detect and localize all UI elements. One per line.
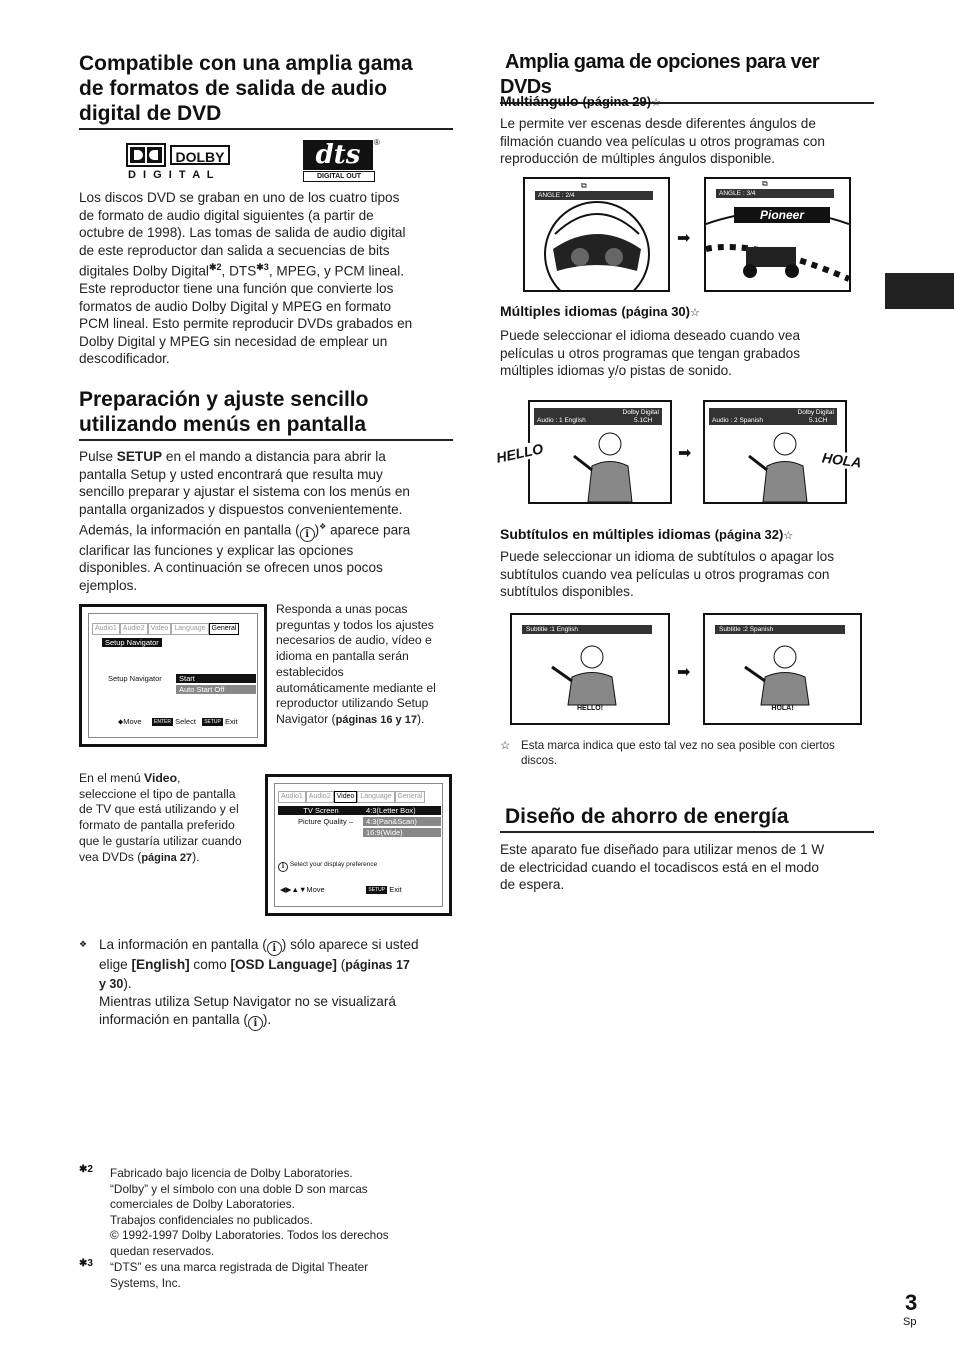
footnote-3-mark: ✱3 [79,1258,93,1269]
tab-audio1: Audio1 [278,791,306,803]
setup-navigator-note: Responda a unas pocas preguntas y todos los ajustes necesarios de audio, vídeo e idioma en pantalla serán establecidos automáticamente mediante el reproductor utilizando Setup Navigator (páginas 16 y 17). [276,602,436,726]
note-bullet: ❖ [79,939,88,949]
arrow-right-icon: ➡ [677,664,691,681]
option-letter-box: 4:3(Letter Box) [363,806,441,815]
angle-screen-2 [704,177,851,292]
audio-osd-2: Audio : 2 Spanish [709,416,837,425]
languages-paragraph: Puede seleccionar el idioma deseado cuando vea películas u otros programas que tengan grabados múltiples idiomas y/o pistas de sonido. [500,328,801,378]
info-icon: i [248,1016,263,1031]
setup-paragraph: Pulse SETUP en el mando a distancia para abrir la pantalla Setup y usted encontrará que resulta muy sencillo preparar y ajustar el sistema con los menús en pantalla organizados y dispuestos convenientemente. Además, la información en pantalla ( i )❖ aparece para clarificar las funciones y explicar las opciones disponibles. A continuación se ofrecen unos pocos ejemplos. [79,449,411,593]
option-auto-start-off: Auto Start Off [176,685,256,694]
menu-footer: ⬥Move ENTER Select SETUP Exit [118,717,238,726]
tab-general: General [209,623,240,635]
language-screen-1 [528,400,672,504]
page-number: 3 [905,1290,918,1315]
setup-key-icon: SETUP [204,719,221,726]
camera-icon: ⧉ [762,179,768,188]
subtitle-osd-1: Subtitle :1 English [522,625,652,634]
tab-audio2: Audio2 [306,791,334,803]
hola-callout: HOLA [821,449,863,471]
footnote-2-mark: ✱2 [79,1164,93,1175]
arrow-right-icon: ➡ [678,445,692,462]
dolby-digital-logo [126,143,234,181]
video-menu-note: En el menú Video, seleccione el tipo de pantalla de TV que está utilizando y el formato de pantalla preferido que le gustaría utilizar cuando vea DVDs (página 27). [79,771,242,864]
dts-digital-out: DIGITAL OUT [303,171,375,182]
footnote-2-text: Fabricado bajo licencia de Dolby Laboratories. “Dolby” y el símbolo con una doble D son marcas comerciales de Dolby Laboratories. Trabajos confidenciales no publicados. © 1992-1997 Dolby Laboratories. Todos los derechos quedan reservados. [110,1166,389,1258]
subtitle-osd-2: Subtitle :2 Spanish [715,625,845,634]
setup-key-icon: SETUP [368,887,386,894]
audio-osd-1: Audio : 1 English [534,416,662,425]
tab-language: Language [357,791,394,803]
picture-quality-label: Picture Quality – [298,817,354,826]
menu-tabs [92,623,239,635]
setup-navigator-screen [79,604,267,747]
tv-screen-label: TV Screen [278,806,364,815]
info-icon: i [300,527,315,542]
star-note [500,738,880,768]
heading-setup-menus: Preparación y ajuste sencillo utilizando menús en pantalla [79,387,453,441]
audio-osd-ch-1: 5.1CH [634,417,653,424]
hello-callout: HELLO [494,440,545,466]
multiangle-paragraph: Le permite ver escenas desde diferentes ángulos de filmación cuando vea películas u otros programas con reproducción de múltiples ángulos disponible. [500,116,825,166]
move-arrows-icon: ⬥ [118,717,124,726]
tab-language: Language [171,623,208,635]
dolby-digital-word: D I G I T A L [128,169,216,181]
dts-word: dts [303,140,373,170]
subtitle-screen-2 [703,613,862,725]
tab-audio2: Audio2 [120,623,148,635]
subtitle-caption-2: HOLA! [771,705,794,712]
menu-tabs [278,791,425,803]
video-menu-screen [265,774,452,916]
info-display-note-text: La información en pantalla ( i ) sólo aparece si usted elige [English] como [OSD Language] (páginas 17 y 30). Mientras utiliza Setup Navigator no se visualizará información en pantalla ( i ). [99,937,419,1029]
option-wide: 16:9(Wide) [363,828,441,837]
option-pan-scan: 4:3(Pan&Scan) [363,817,441,826]
audio-osd-top-2: Dolby Digital [709,408,837,417]
subtitle-caption-1: HELLO! [576,705,604,712]
option-start: Start [176,674,256,683]
star-icon: ☆ [500,739,511,752]
energy-paragraph: Este aparato fue diseñado para utilizar menos de 1 W de electricidad cuando el tocadiscos está en el modo de espera. [500,842,825,892]
footnote-3-text: “DTS” es una marca registrada de Digital Theater Systems, Inc. [110,1260,369,1290]
camera-icon: ⧉ [581,181,587,190]
heading-energy-saving: Diseño de ahorro de energía [500,804,874,833]
audio-osd-ch-2: 5.1CH [809,417,828,424]
tab-video: Video [334,791,358,803]
info-icon: i [267,941,282,956]
page-language: Sp [903,1316,917,1328]
subtitle-screen-1 [510,613,670,725]
registered-mark: ® [374,138,380,147]
enter-key-icon: ENTER [154,719,171,726]
languages-title: Múltiples idiomas (página 30)☆ [500,303,700,319]
heading-audio-formats: Compatible con una amplia gama de formatos de salida de audio digital de DVD [79,51,453,130]
star-note-text: Esta marca indica que esto tal vez no sea posible con ciertos discos. [521,739,835,767]
dolby-word: DOLBY [170,145,230,165]
multiangle-title: Multiángulo (página 29)☆ [500,93,661,109]
angle-screen-1 [523,177,670,292]
tab-audio1: Audio1 [92,623,120,635]
move-arrows-icon: ◀▶▲▼ [280,885,307,894]
menu-label: Setup Navigator [108,674,162,683]
double-d-icon [126,143,166,167]
info-icon: i [278,862,288,872]
info-display-note [79,936,459,1031]
section-tab-marker [885,273,954,309]
tab-general: General [395,791,426,803]
angle-osd-1: ANGLE : 2/4 [535,191,653,200]
menu-footer: ◀▶▲▼Move SETUP Exit [280,885,402,894]
subtitles-title: Subtítulos en múltiples idiomas (página 32)☆ [500,526,794,542]
arrow-right-icon: ➡ [677,230,691,247]
audio-formats-paragraph: Los discos DVD se graban en uno de los cuatro tipos de formato de audio digital siguientes (a partir de octubre de 1998). Las tomas de salida de audio digital de este reproductor dan salida a secuencias de bits digitales Dolby Digital$^{✱2}$, $DTS^{✱3}$, MPEG, y PCM lineal. Este reproductor tiene una función que convierte los formatos de audio Dolby Digital y MPEG en formato PCM lineal. Esto permite reproducir DVDs grabados en Dolby Digital y MPEG sin necesidad de emplear un descodificador. [79,190,413,367]
tab-video: Video [148,623,172,635]
subtitles-paragraph: Puede seleccionar un idioma de subtítulos o apagar los subtítulos cuando vea películas u otros programas con subtítulos disponibles. [500,549,835,599]
audio-osd-top-1: Dolby Digital [534,408,662,417]
menu-title: Setup Navigator [102,638,162,647]
dts-logo [303,140,379,182]
hint-line: i Select your display preference [278,861,377,872]
pioneer-banner: Pioneer [734,207,830,223]
angle-osd-2: ANGLE : 3/4 [716,189,834,198]
heading-dvd-options: Amplia gama de opciones para ver DVDs [500,50,874,104]
